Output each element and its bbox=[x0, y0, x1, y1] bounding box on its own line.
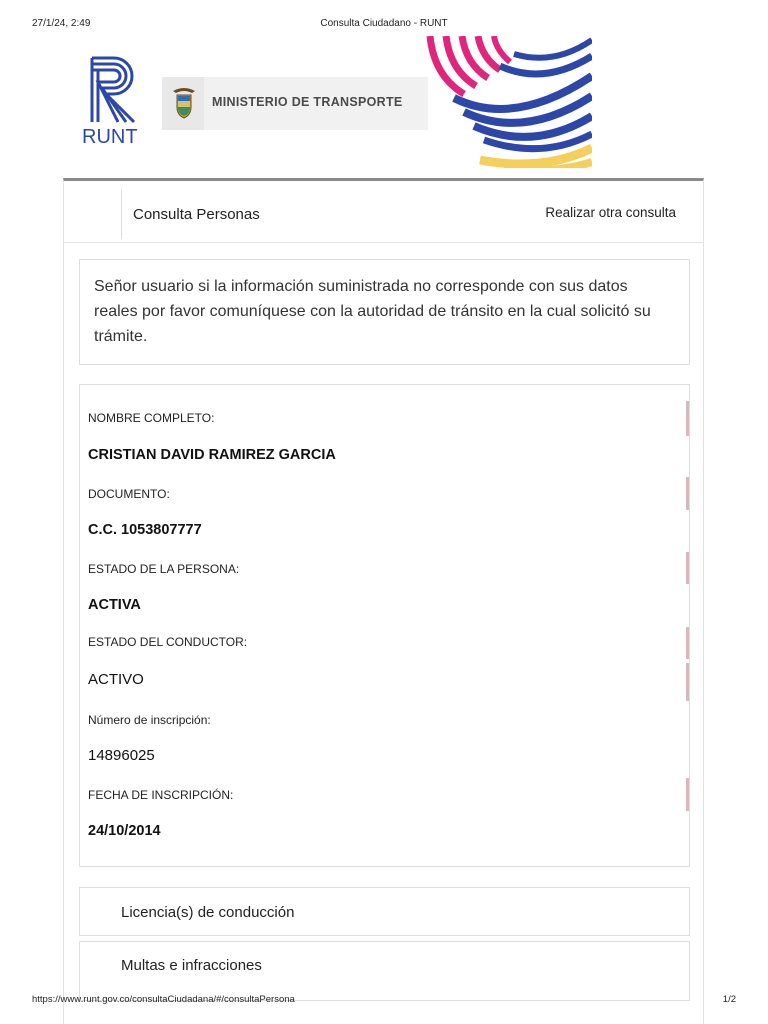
print-title: Consulta Ciudadano - RUNT bbox=[320, 18, 448, 29]
person-status-label: ESTADO DE LA PERSONA: bbox=[88, 562, 240, 576]
panel-title: Consulta Personas bbox=[133, 206, 260, 223]
licenses-section[interactable] bbox=[79, 887, 690, 936]
notice-box bbox=[79, 259, 690, 365]
print-page-number: 1/2 bbox=[722, 994, 736, 1005]
field-marker bbox=[686, 401, 689, 436]
field-marker bbox=[686, 477, 689, 510]
print-header bbox=[32, 18, 736, 32]
field-marker bbox=[686, 552, 689, 584]
registration-date-value: 24/10/2014 bbox=[88, 823, 161, 839]
driver-status-label: ESTADO DEL CONDUCTOR: bbox=[88, 635, 248, 649]
print-url: https://www.runt.gov.co/consultaCiudadana/#/consultaPersona bbox=[32, 994, 295, 1005]
runt-logo[interactable] bbox=[82, 54, 142, 150]
fines-section-label: Multas e infracciones bbox=[121, 957, 262, 974]
print-date: 27/1/24, 2:49 bbox=[32, 18, 91, 29]
person-info-card bbox=[79, 384, 690, 867]
registration-number-label: Número de inscripción: bbox=[88, 713, 211, 727]
print-footer bbox=[32, 994, 736, 1008]
coat-of-arms-icon bbox=[170, 87, 198, 119]
header-divider bbox=[121, 189, 122, 239]
field-marker bbox=[686, 627, 689, 659]
person-status-value: ACTIVA bbox=[88, 597, 141, 613]
field-marker bbox=[686, 663, 689, 701]
registration-date-label: FECHA DE INSCRIPCIÓN: bbox=[88, 788, 234, 802]
licenses-section-label: Licencia(s) de conducción bbox=[121, 904, 295, 921]
panel-header bbox=[64, 181, 703, 243]
consulta-panel bbox=[63, 178, 704, 1024]
notice-text: Señor usuario si la información suministrada no corresponde con sus datos reales por favor comuníquese con la autoridad de tránsito en la cual solicitó su trámite. bbox=[94, 278, 651, 345]
name-value: CRISTIAN DAVID RAMIREZ GARCIA bbox=[88, 447, 336, 463]
runt-r-icon bbox=[82, 54, 140, 124]
ministry-label: MINISTERIO DE TRANSPORTE bbox=[212, 95, 403, 109]
other-query-link[interactable]: Realizar otra consulta bbox=[545, 205, 676, 220]
document-label: DOCUMENTO: bbox=[88, 487, 170, 501]
runt-logo-text: RUNT bbox=[82, 126, 138, 148]
driver-status-value: ACTIVO bbox=[88, 671, 144, 688]
name-label: NOMBRE COMPLETO: bbox=[88, 411, 215, 425]
colombia-crest bbox=[162, 77, 204, 130]
fines-section[interactable] bbox=[79, 941, 690, 1001]
registration-number-value: 14896025 bbox=[88, 747, 155, 764]
decorative-waves-icon bbox=[424, 36, 592, 168]
field-marker bbox=[686, 778, 689, 811]
ministry-banner bbox=[162, 77, 428, 130]
document-value: C.C. 1053807777 bbox=[88, 522, 202, 538]
